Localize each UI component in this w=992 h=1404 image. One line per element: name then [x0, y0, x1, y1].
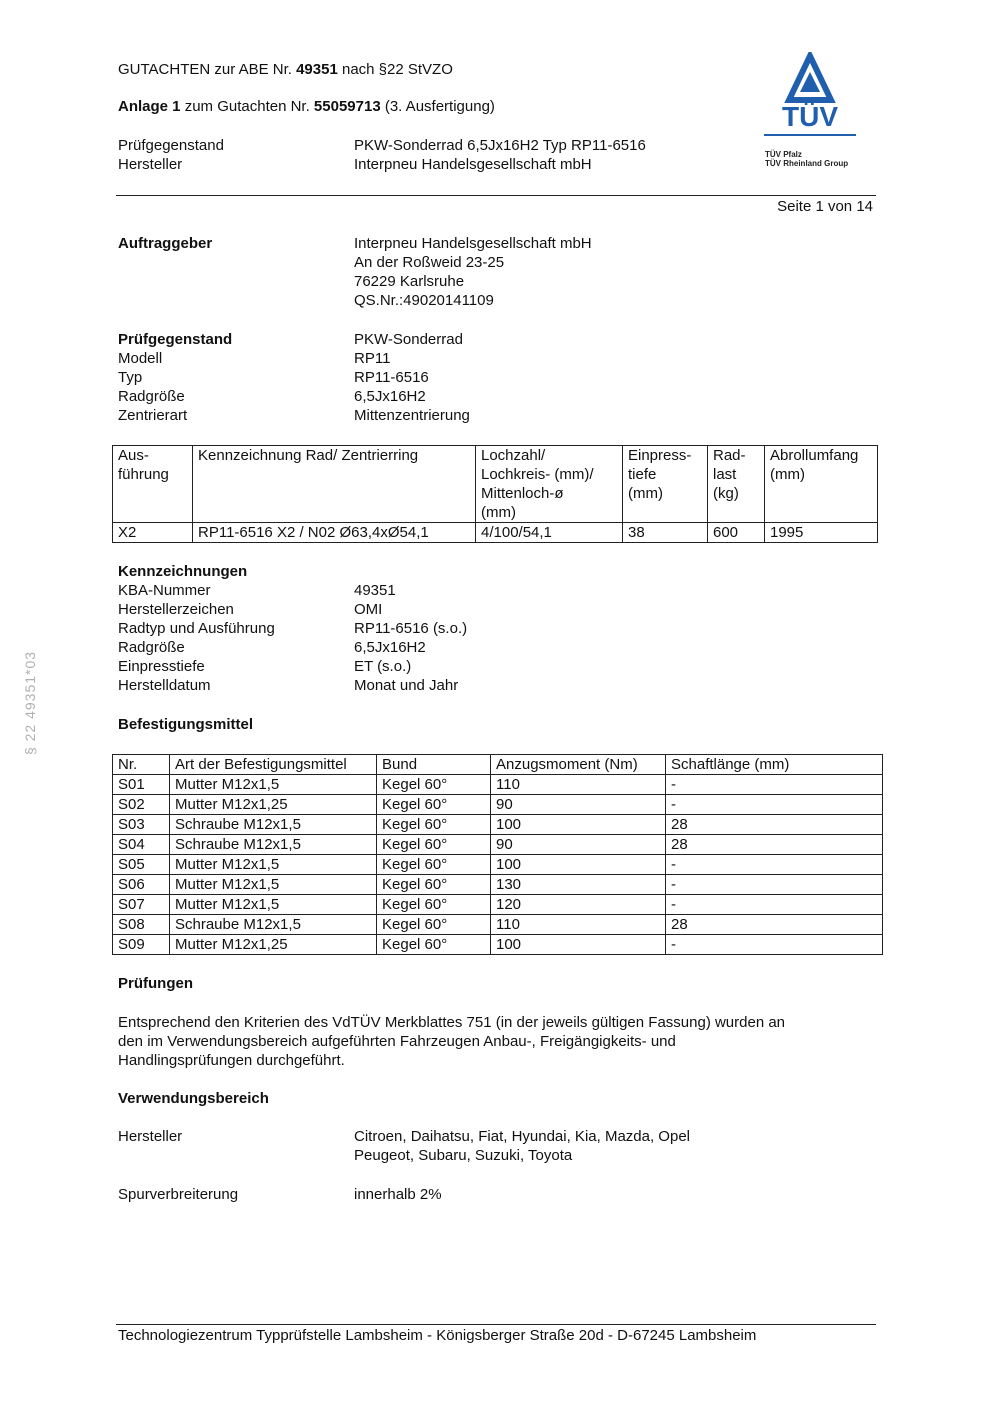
table-row — [113, 855, 883, 875]
table-cell: Kegel 60° — [377, 915, 491, 935]
table-header-cell: Anzugsmoment (Nm) — [491, 755, 666, 775]
befestigung-table — [112, 754, 883, 955]
table-header-cell — [623, 446, 708, 523]
table-cell: S06 — [113, 875, 170, 895]
header-value: PKW-Sonderrad 6,5Jx16H2 Typ RP11-6516 — [354, 137, 646, 154]
table-cell: Kegel 60° — [377, 775, 491, 795]
table-cell: S02 — [113, 795, 170, 815]
paragraph-line: Handlingsprüfungen durchgeführt. — [118, 1052, 345, 1069]
table-cell: X2 — [113, 523, 193, 543]
tuv-logo-sub2: TÜV Rheinland Group — [765, 159, 849, 168]
auftraggeber-line: QS.Nr.:49020141109 — [354, 292, 494, 309]
kennzeichnung-label: Radtyp und Ausführung — [118, 620, 275, 637]
kennzeichnung-label: Einpresstiefe — [118, 658, 205, 675]
list-item — [118, 619, 878, 638]
table-cell: Mutter M12x1,5 — [170, 875, 377, 895]
footer-text: Technologiezentrum Typprüfstelle Lambsheim - Königsberger Straße 20d - D-67245 Lambsheim — [118, 1327, 757, 1344]
kennzeichnung-value: ET (s.o.) — [354, 658, 412, 675]
anlage-label: Anlage 1 — [118, 98, 181, 115]
auftraggeber-line: An der Roßweid 23-25 — [354, 254, 505, 271]
header-divider — [116, 195, 876, 196]
kennzeichnung-value: OMI — [354, 601, 383, 618]
table-cell: Kegel 60° — [377, 855, 491, 875]
table-cell: 100 — [491, 815, 666, 835]
header-line-1 — [118, 60, 453, 79]
header-line2-mid: zum Gutachten Nr. — [180, 98, 314, 115]
table-header-cell — [476, 446, 623, 523]
table-cell: Mutter M12x1,25 — [170, 795, 377, 815]
befestigung-table-body — [113, 775, 883, 955]
pruefungen-text — [118, 1013, 878, 1070]
pruefgegenstand-label: Modell — [118, 350, 163, 367]
paragraph-line: Entsprechend den Kriterien des VdTÜV Merkblattes 751 (in der jeweils gültigen Fassung) wurden an — [118, 1014, 786, 1031]
header-text: tiefe — [628, 466, 657, 483]
ausfuehrung-table — [112, 445, 878, 543]
table-header-cell: Art der Befestigungsmittel — [170, 755, 377, 775]
header-text: Rad- — [713, 447, 746, 464]
table-header-cell: Nr. — [113, 755, 170, 775]
pruefgegenstand-value: RP11-6516 — [354, 369, 429, 386]
kennzeichnung-value: 49351 — [354, 582, 396, 599]
pruefgegenstand-heading: Prüfgegenstand — [118, 331, 233, 348]
befestigung-heading: Befestigungsmittel — [118, 716, 254, 733]
table-row — [113, 775, 883, 795]
table-cell: 28 — [666, 815, 883, 835]
verwendungsbereich-hersteller — [118, 1127, 878, 1165]
table-cell: S08 — [113, 915, 170, 935]
header-label: Hersteller — [118, 156, 183, 173]
table-cell: Mutter M12x1,25 — [170, 935, 377, 955]
table-cell: Mutter M12x1,5 — [170, 855, 377, 875]
header-text: Lochkreis- (mm)/ — [481, 466, 594, 483]
hersteller-value: Peugeot, Subaru, Suzuki, Toyota — [354, 1147, 573, 1164]
header-text: (mm) — [770, 466, 805, 483]
list-item — [118, 600, 878, 619]
table-row — [113, 815, 883, 835]
header-text: führung — [118, 466, 169, 483]
paragraph-line: den im Verwendungsbereich aufgeführten Fahrzeugen Anbau-, Freigängigkeits- und — [118, 1033, 676, 1050]
header-label: Prüfgegenstand — [118, 137, 224, 154]
table-cell: 110 — [491, 775, 666, 795]
hersteller-label: Hersteller — [118, 1128, 183, 1145]
table-header-cell: Bund — [377, 755, 491, 775]
table-cell: S07 — [113, 895, 170, 915]
table-row — [113, 875, 883, 895]
table-cell: 120 — [491, 895, 666, 915]
header-text: Aus- — [118, 447, 149, 464]
pruefgegenstand-row — [118, 349, 878, 368]
table-cell: 100 — [491, 935, 666, 955]
table-row — [113, 523, 878, 543]
table-header-cell — [113, 446, 193, 523]
tuv-logo-sub1: TÜV Pfalz — [765, 150, 802, 159]
table-cell: - — [666, 855, 883, 875]
tuv-logo — [758, 52, 868, 174]
kennzeichnung-label: Herstellerzeichen — [118, 601, 234, 618]
table-header-cell: Schaftlänge (mm) — [666, 755, 883, 775]
table-cell: 110 — [491, 915, 666, 935]
table-row — [113, 915, 883, 935]
table-header-row — [113, 755, 883, 775]
list-item — [118, 657, 878, 676]
tuv-logo-text: TÜV — [782, 101, 838, 132]
table-cell: S03 — [113, 815, 170, 835]
table-cell: Mutter M12x1,5 — [170, 895, 377, 915]
kennzeichnung-label: KBA-Nummer — [118, 582, 211, 599]
pruefungen-heading: Prüfungen — [118, 975, 193, 992]
table-row — [113, 835, 883, 855]
spur-value: innerhalb 2% — [354, 1186, 442, 1203]
table-header-cell — [708, 446, 765, 523]
auftraggeber-heading: Auftraggeber — [118, 235, 213, 252]
verwendungsbereich-spur — [118, 1185, 878, 1204]
pruefgegenstand-label: Radgröße — [118, 388, 185, 405]
table-cell: Schraube M12x1,5 — [170, 915, 377, 935]
table-cell: - — [666, 775, 883, 795]
table-row — [113, 935, 883, 955]
table-cell: S04 — [113, 835, 170, 855]
table-cell: S05 — [113, 855, 170, 875]
header-text: (mm) — [628, 485, 663, 502]
header-text: Kennzeichnung Rad/ Zentrierring — [198, 447, 419, 464]
table-cell: 38 — [623, 523, 708, 543]
header-text: Mittenloch-ø — [481, 485, 564, 502]
table-cell: Mutter M12x1,5 — [170, 775, 377, 795]
side-reference-note: § 22 49351*03 — [22, 650, 38, 756]
table-cell: 600 — [708, 523, 765, 543]
pruefgegenstand-value: PKW-Sonderrad — [354, 331, 463, 348]
page-number: Seite 1 von 14 — [777, 198, 873, 215]
table-row — [113, 895, 883, 915]
header-line1-suffix: nach §22 StVZO — [337, 61, 453, 78]
pruefgegenstand-value: Mittenzentrierung — [354, 407, 470, 424]
footer-divider — [116, 1324, 876, 1325]
header-text: (mm) — [481, 504, 516, 521]
table-cell: 90 — [491, 835, 666, 855]
header-text: Lochzahl/ — [481, 447, 546, 464]
table-cell: 28 — [666, 835, 883, 855]
hersteller-value: Citroen, Daihatsu, Fiat, Hyundai, Kia, Mazda, Opel — [354, 1128, 690, 1145]
header-line1-prefix: GUTACHTEN zur ABE Nr. — [118, 61, 297, 78]
pruefgegenstand-label: Typ — [118, 369, 143, 386]
table-cell: S01 — [113, 775, 170, 795]
pruefgegenstand-label: Zentrierart — [118, 407, 188, 424]
auftraggeber-line: 76229 Karlsruhe — [354, 273, 465, 290]
table-header-cell — [193, 446, 476, 523]
list-item — [118, 1185, 878, 1204]
table-cell: Kegel 60° — [377, 935, 491, 955]
table-cell: Kegel 60° — [377, 835, 491, 855]
kennzeichnung-value: RP11-6516 (s.o.) — [354, 620, 468, 637]
table-cell: 28 — [666, 915, 883, 935]
pruefgegenstand-row — [118, 330, 878, 349]
table-cell: - — [666, 875, 883, 895]
list-item — [118, 581, 878, 600]
table-cell: Kegel 60° — [377, 795, 491, 815]
pruefgegenstand-row — [118, 368, 878, 387]
auftraggeber-row — [118, 291, 878, 310]
verwendungsbereich-heading: Verwendungsbereich — [118, 1090, 269, 1107]
abe-number: 49351 — [296, 61, 338, 78]
header-value: Interpneu Handelsgesellschaft mbH — [354, 156, 592, 173]
pruefgegenstand-value: 6,5Jx16H2 — [354, 388, 426, 405]
kennzeichnung-value: 6,5Jx16H2 — [354, 639, 426, 656]
table-cell: S09 — [113, 935, 170, 955]
table-cell: 130 — [491, 875, 666, 895]
header-text: Abrollumfang — [770, 447, 859, 464]
auftraggeber-row — [118, 234, 878, 253]
list-item — [118, 1146, 878, 1165]
table-cell: Kegel 60° — [377, 895, 491, 915]
list-item — [118, 1127, 878, 1146]
auftraggeber-row — [118, 253, 878, 272]
gutachten-number: 55059713 — [313, 98, 381, 115]
table-cell: Schraube M12x1,5 — [170, 835, 377, 855]
table-header-cell — [765, 446, 878, 523]
pruefgegenstand-row — [118, 406, 878, 425]
kennzeichnung-label: Radgröße — [118, 639, 185, 656]
table-cell: 100 — [491, 855, 666, 875]
auftraggeber-section — [118, 234, 878, 310]
pruefgegenstand-value: RP11 — [354, 350, 391, 367]
auftraggeber-row — [118, 272, 878, 291]
table-cell: Kegel 60° — [377, 875, 491, 895]
table-cell: RP11-6516 X2 / N02 Ø63,4xØ54,1 — [193, 523, 476, 543]
kennzeichnungen-heading: Kennzeichnungen — [118, 563, 248, 580]
kennzeichnung-value: Monat und Jahr — [354, 677, 459, 694]
tuv-logo-rule — [764, 134, 856, 136]
table-cell: Kegel 60° — [377, 815, 491, 835]
table-cell: 90 — [491, 795, 666, 815]
pruefgegenstand-row — [118, 387, 878, 406]
header-text: (kg) — [713, 485, 739, 502]
table-row — [113, 795, 883, 815]
table-cell: 4/100/54,1 — [476, 523, 623, 543]
table-cell: - — [666, 895, 883, 915]
kennzeichnungen-list — [118, 581, 878, 695]
header-text: last — [713, 466, 737, 483]
spur-label: Spurverbreiterung — [118, 1186, 239, 1203]
kennzeichnung-label: Herstelldatum — [118, 677, 211, 694]
table-cell: Schraube M12x1,5 — [170, 815, 377, 835]
header-line2-suffix: (3. Ausfertigung) — [380, 98, 495, 115]
pruefgegenstand-section — [118, 330, 878, 425]
table-cell: - — [666, 935, 883, 955]
auftraggeber-line: Interpneu Handelsgesellschaft mbH — [354, 235, 592, 252]
table-cell: 1995 — [765, 523, 878, 543]
table-cell: - — [666, 795, 883, 815]
header-line-2 — [118, 97, 495, 116]
table-header-row — [113, 446, 878, 523]
list-item — [118, 676, 878, 695]
list-item — [118, 638, 878, 657]
header-text: Einpress- — [628, 447, 692, 464]
